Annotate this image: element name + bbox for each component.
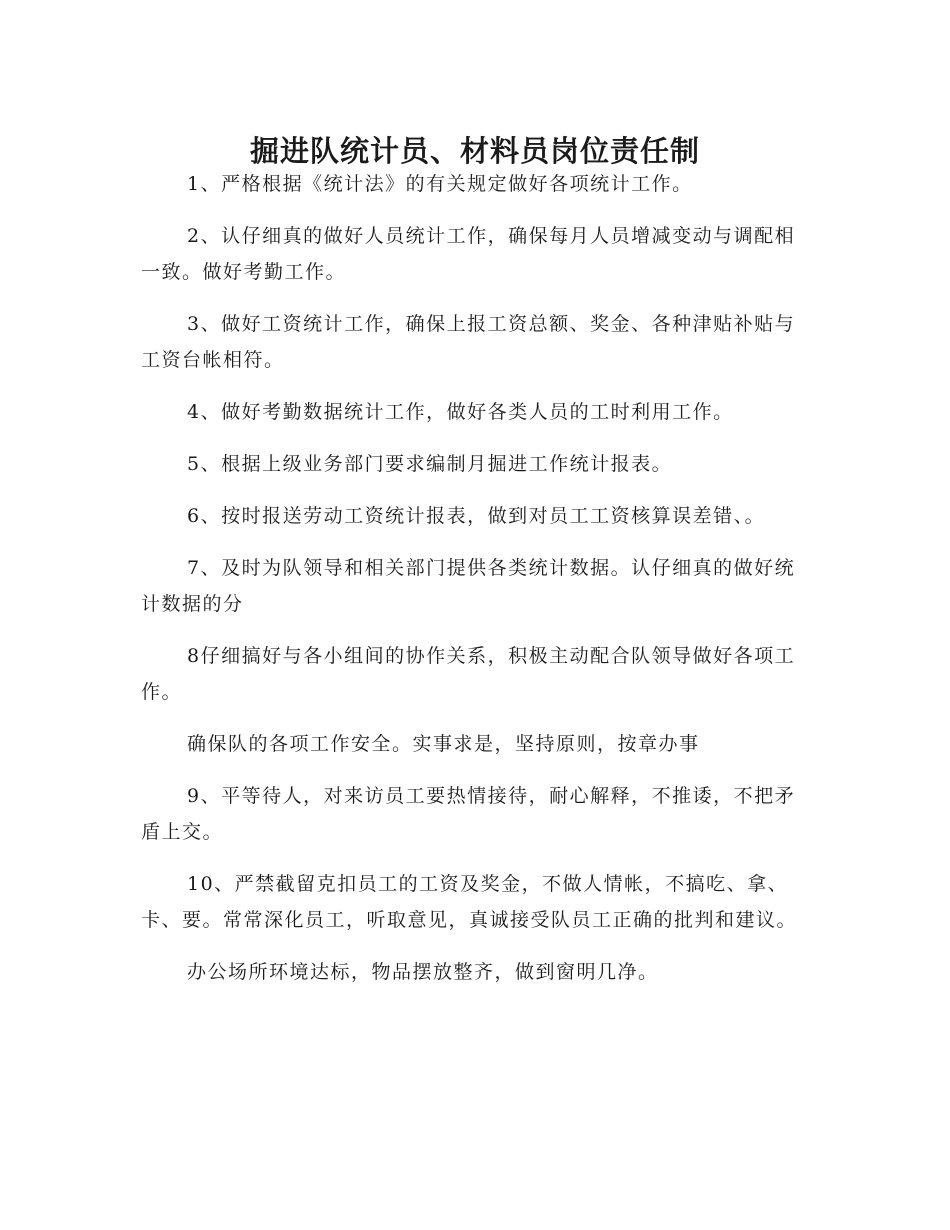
paragraph-9: 9、平等待人，对来访员工要热情接待，耐心解释，不推诿，不把矛盾上交。 bbox=[141, 785, 796, 843]
paragraph-4: 4、做好考勤数据统计工作，做好各类人员的工时利用工作。 bbox=[187, 401, 734, 423]
paragraph-7: 7、及时为队领导和相关部门提供各类统计数据。认仔细真的做好统计数据的分 bbox=[141, 557, 796, 615]
document-title: 掘进队统计员、材料员岗位责任制 bbox=[249, 134, 700, 169]
paragraph-10: 10、严禁截留克扣员工的工资及奖金，不做人情帐，不搞吃、拿、卡、要。常常深化员工，听取意见，真诚接受队员工正确的批判和建议。 bbox=[141, 873, 798, 931]
paragraph-8-continued: 确保队的各项工作安全。实事求是，坚持原则，按章办事 bbox=[187, 733, 700, 755]
paragraph-1: 1、严格根据《统计法》的有关规定做好各项统计工作。 bbox=[187, 173, 693, 195]
paragraph-10-continued: 办公场所环境达标，物品摆放整齐，做到窗明几净。 bbox=[187, 961, 659, 983]
paragraph-6: 6、按时报送劳动工资统计报表，做到对员工工资核算误差错、。 bbox=[187, 505, 766, 527]
paragraph-3: 3、做好工资统计工作，确保上报工资总额、奖金、各种津贴补贴与工资台帐相符。 bbox=[141, 313, 796, 371]
paragraph-5: 5、根据上级业务部门要求编制月掘进工作统计报表。 bbox=[187, 453, 673, 475]
paragraph-8: 8仔细搞好与各小组间的协作关系，积极主动配合队领导做好各项工作。 bbox=[141, 645, 796, 703]
paragraph-2: 2、认仔细真的做好人员统计工作，确保每月人员增减变动与调配相一致。做好考勤工作。 bbox=[141, 225, 796, 283]
document-body bbox=[141, 166, 811, 1006]
